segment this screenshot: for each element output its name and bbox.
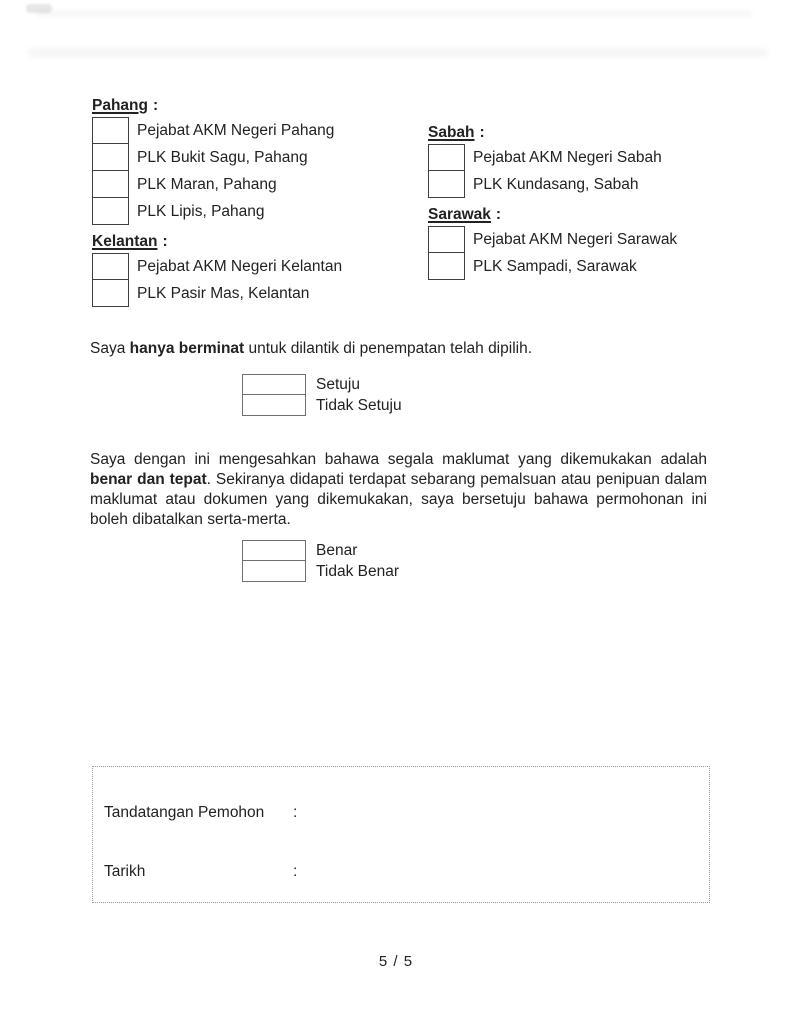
checkbox-pejabat-akm-negeri-sabah[interactable] [428,144,465,171]
group-pahang [92,96,342,225]
statement-confirmation [90,450,707,530]
choice-row [242,395,402,416]
option-row [428,253,677,280]
option-label: Pejabat AKM Negeri Kelantan [137,257,343,275]
checkbox-setuju[interactable] [242,374,306,395]
checkbox-plk-lipis[interactable] [92,197,129,225]
group-kelantan [92,232,342,307]
group-title-kelantan [92,232,342,253]
colon: : [152,97,159,114]
statement-text: untuk dilantik di penempatan telah dipilih. [244,340,533,357]
choice-label: Benar [316,541,358,559]
option-row [428,144,677,171]
option-label: PLK Bukit Sagu, Pahang [137,148,308,166]
group-name: Pahang [92,97,148,114]
statement-text: Saya [90,340,130,357]
option-row [92,280,342,307]
date-row [104,863,597,883]
page-indicator: 5 / 5 [378,953,414,970]
group-name: Sabah [428,124,475,141]
scan-artifact [26,4,52,13]
colon: : [495,206,502,223]
choice-row [242,540,399,561]
statement-text: . Sekiranya didapati terdapat sebarang pemalsuan atau penipuan dalam maklumat atau dokumen yang dikemukakan, saya bersetuju bahawa permohonan ini boleh dibatalkan serta-merta. [90,471,707,528]
truth-choices [242,540,399,582]
checkbox-plk-pasir-mas[interactable] [92,279,129,307]
checkbox-benar[interactable] [242,540,306,561]
statement-text-bold: hanya berminat [129,340,245,357]
group-name: Sarawak [428,206,491,223]
option-label: PLK Sampadi, Sarawak [473,257,637,275]
group-sarawak [428,205,677,280]
checkbox-plk-maran[interactable] [92,170,129,198]
option-label: Pejabat AKM Negeri Sabah [473,148,662,166]
checkbox-pejabat-akm-negeri-pahang[interactable] [92,117,129,144]
statement-interest [90,339,730,359]
checkbox-plk-bukit-sagu[interactable] [92,143,129,171]
signature-value-area[interactable] [297,804,597,824]
option-label: PLK Kundasang, Sabah [473,175,639,193]
choice-label: Tidak Benar [316,562,399,580]
colon: : [293,804,298,821]
colon: : [162,233,168,250]
statement-text: Saya dengan ini mengesahkan bahawa segala maklumat yang dikemukakan adalah [90,451,707,468]
option-row [428,171,677,198]
checkbox-pejabat-akm-negeri-kelantan[interactable] [92,253,129,280]
colon: : [293,863,298,880]
option-label: Pejabat AKM Negeri Sarawak [473,230,678,248]
statement-text-bold: benar dan tepat [90,471,207,488]
group-name: Kelantan [92,233,158,250]
option-row [92,253,342,280]
choice-row [242,374,402,395]
group-title-sabah [428,123,677,144]
date-value-area[interactable] [297,863,597,883]
scan-artifact [36,10,752,17]
signature-row [104,804,597,824]
location-column-left [92,96,342,307]
checkbox-plk-kundasang[interactable] [428,170,465,198]
signature-section [92,766,710,903]
checkbox-tidak-setuju[interactable] [242,394,306,416]
checkbox-plk-sampadi[interactable] [428,252,465,280]
choice-row [242,561,399,582]
group-sabah [428,123,677,198]
option-label: PLK Lipis, Pahang [137,202,265,220]
scan-artifact [28,48,768,57]
option-row [92,144,342,171]
group-title-sarawak [428,205,677,226]
option-label: Pejabat AKM Negeri Pahang [137,121,335,139]
option-label: PLK Pasir Mas, Kelantan [137,284,310,302]
agreement-choices [242,374,402,416]
option-row [92,117,342,144]
signature-label: Tandatangan Pemohon [104,804,265,821]
location-column-right [428,123,677,280]
choice-label: Setuju [316,375,360,393]
option-row [92,198,342,225]
option-label: PLK Maran, Pahang [137,175,277,193]
option-row [92,171,342,198]
checkbox-pejabat-akm-negeri-sarawak[interactable] [428,226,465,253]
group-title-pahang [92,96,342,117]
date-label: Tarikh [104,863,146,880]
colon: : [479,124,485,141]
option-row [428,226,677,253]
choice-label: Tidak Setuju [316,396,402,414]
checkbox-tidak-benar[interactable] [242,560,306,582]
